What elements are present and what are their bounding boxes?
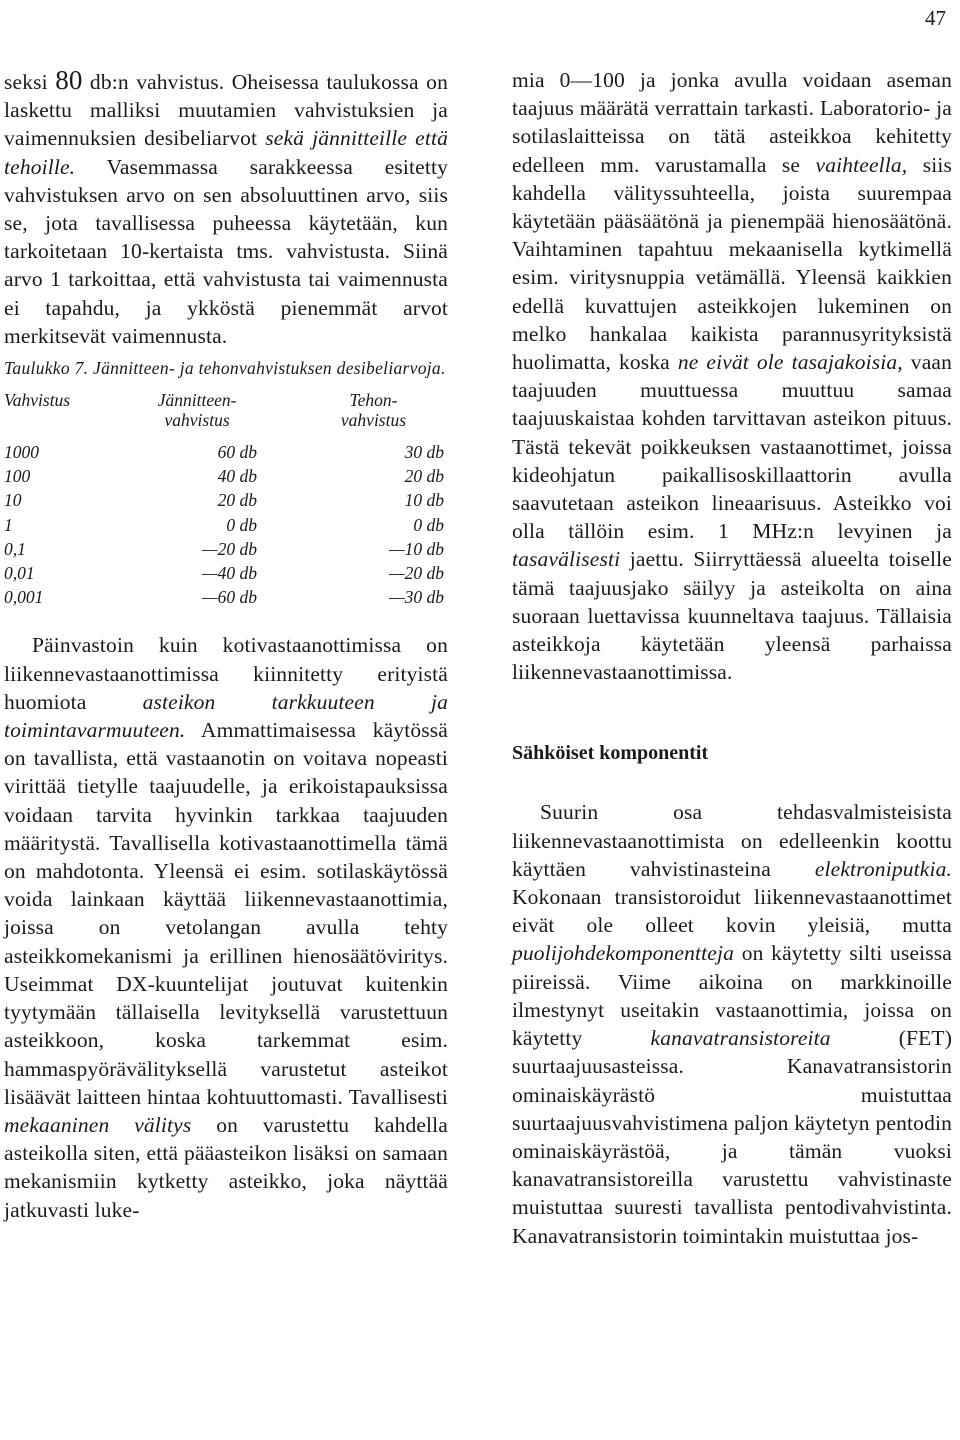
emphasis: mekaaninen välitys (4, 1112, 192, 1137)
emphasis: asteikon tarkkuuteen ja toimintavarmuuteen. (4, 689, 448, 743)
table-body (4, 430, 444, 609)
cell-vahvistus: 0,01 (4, 563, 35, 584)
emphasis: vaihteella, (815, 152, 908, 177)
left-paragraph-2 (4, 631, 448, 1223)
header-jannitteenvahvistus (137, 390, 257, 430)
cell-jannitteenvahvistus: 20 db (217, 490, 257, 511)
header-line: Tehon- (349, 390, 398, 411)
text-run: 80 (55, 65, 83, 95)
table-row (4, 537, 444, 561)
cell-vahvistus: 1 (4, 514, 13, 535)
text-run: (FET) suurtaajuusasteissa. Kanavatransistorin ominaiskäyrästö muistuttaa suurtaajuusvahvistimena paljon käytetyn pentodin ominaiskäyrästöä, ja tämän vuoksi kanavatransistoreilla varustettu vahvistinaste muistuttaa suuresti tavallista pentodivahvistinta. Kanavatransistorin toimintakin muistuttaa jos- (512, 1026, 952, 1248)
text-run: on varustettu kahdella asteikolla siten, että pääasteikon lisäksi on samaan mekanismiin kytketty asteikko, joka näyttää jatkuvasti luke- (4, 1112, 448, 1222)
text-run: vaan taajuuden muuttuessa muuttuu samaa taajuuskaistaa kohden tarvittavan asteikon pituus. Tästä tekevät poikkeuksen vastaanottimet, joissa kideohjatun paikallisoskillaattorin avulla saavutetaan asteikon lineaarisuus. Asteikko voi olla tällöin esim. 1 MHz:n levyinen ja (512, 350, 952, 544)
right-paragraph-1 (512, 66, 952, 686)
header-line: vahvistus (164, 410, 230, 431)
text-run: db:n vahvistus. Oheisessa taulukossa on laskettu malliksi muutamien vahvistuksien ja vaimennuksien desibeliarvot (4, 70, 448, 151)
cell-vahvistus: 10 (4, 490, 22, 511)
text-run: Päinvastoin kuin kotivastaanottimissa on liikennevastaanottimissa kiinnitetty erityistä huomiota (4, 633, 448, 714)
cell-tehonvahvistus: 10 db (404, 490, 444, 511)
text-run: siis kahdella välityssuhteella, joista suurempaa käytetään pääsäätönä ja pienempää hienosäätönä. Vaihtaminen tapahtuu mekaanisella kytkimellä esim. viritysnuppia vetämällä. Yleensä kaikkien edellä kuvattujen asteikkojen lukeminen on melko hankalaa kaikista parannusyrityksistä huolimatta, koska (512, 152, 952, 375)
decibel-table (4, 390, 444, 609)
table-row (4, 513, 444, 537)
cell-vahvistus: 1000 (4, 442, 39, 463)
cell-vahvistus: 0,1 (4, 538, 26, 559)
cell-vahvistus: 100 (4, 466, 31, 487)
left-paragraph-1 (4, 66, 448, 350)
cell-jannitteenvahvistus: —20 db (202, 538, 257, 559)
table-row (4, 464, 444, 488)
header-tehonvahvistus (257, 390, 444, 430)
text-run: Kokonaan transistoroidut liikennevastaanottimet eivät ole olleet kovin yleisiä, mutta (512, 885, 952, 938)
header-vahvistus: Vahvistus (4, 390, 71, 411)
table-row (4, 488, 444, 512)
emphasis: tasavälisesti (512, 547, 621, 572)
emphasis: ne eivät ole tasajakoisia, (677, 350, 903, 375)
table-caption: Taulukko 7. Jännitteen- ja tehonvahvistuksen desibeliarvoja. (4, 358, 446, 379)
right-column (512, 66, 952, 1250)
text-run: mia 0—100 ja jonka avulla voidaan aseman taajuus määrätä verrattain tarkasti. Laboratorio- ja sotilaslaitteissa on tätä asteikkoa kehitetty edelleen mm. varustamalla se (512, 68, 952, 177)
page-number: 47 (925, 6, 946, 30)
text-run: Ammattimaisessa käytössä on tavallista, että vastaanotin on voitava nopeasti virittää tietylle taajuudelle, ja erikoistapauksissa voidaan tarvita hyvinkin tarkkaa taajuuden määritystä. Tavallisella kotivastaanottimella tämä on mahdotonta. Yleensä ei esim. sotilaskäytössä voida lainkaan käyttää liikennevastaanottimia, joissa on vetolangan avulla tehty asteikkomekanismi ja erillinen hienosäätöviritys. Useimmat DX-kuuntelijat joutuvat kuitenkin tyytymään tällaisella levityksellä varustettuun asteikkoon, koska tarkemmat esim. hammaspyörävälityksellä varustetut asteikot lisäävät laitteen hintaa kohtuuttomasti. Tavallisesti (4, 718, 448, 1109)
text-run: Vasemmassa sarakkeessa esitetty vahvistuksen arvo on sen absoluuttinen arvo, siis se, jota tavallisessa puheessa käytetään, kun tarkoitetaan 10-kertaista tms. vahvistusta. Siinä arvo 1 tarkoittaa, että vahvistusta tai vaimennusta ei tapahdu, ja ykköstä pienemmät arvot merkitsevät vaimennusta. (4, 154, 448, 348)
cell-jannitteenvahvistus: 0 db (226, 514, 257, 535)
cell-tehonvahvistus: —10 db (389, 538, 444, 559)
emphasis: kanavatransistoreita (650, 1026, 831, 1051)
cell-tehonvahvistus: —20 db (389, 563, 444, 584)
emphasis: sekä jännitteille että tehoille. (4, 126, 448, 179)
cell-tehonvahvistus: 0 db (413, 514, 444, 535)
table-head (4, 390, 444, 430)
table-row (4, 430, 444, 464)
cell-tehonvahvistus: —30 db (389, 587, 444, 608)
section-heading: Sähköiset komponentit (512, 742, 709, 765)
table-row (4, 561, 444, 585)
emphasis: elektroniputkia. (814, 856, 952, 881)
cell-jannitteenvahvistus: 40 db (217, 466, 257, 487)
left-column (4, 66, 448, 1224)
header-line: vahvistus (340, 410, 407, 431)
cell-jannitteenvahvistus: —60 db (202, 587, 257, 608)
table-row (4, 585, 444, 609)
cell-tehonvahvistus: 20 db (404, 466, 444, 487)
cell-jannitteenvahvistus: —40 db (202, 563, 257, 584)
cell-vahvistus: 0,001 (4, 587, 44, 608)
text-run: on käytetty silti useissa piireissä. Viime aikoina on markkinoille ilmestynyt useitakin vastaanottimia, joissa on käytetty (512, 941, 952, 1051)
text-run: seksi (4, 70, 56, 94)
text-run: Suurin osa tehdasvalmisteisista liikennevastaanottimista on edelleenkin koottu käyttäen vahvistinasteina (512, 800, 952, 881)
cell-jannitteenvahvistus: 60 db (217, 442, 257, 463)
right-paragraph-2 (512, 798, 952, 1249)
header-line: Jännitteen- (157, 390, 237, 411)
text-run: jaettu. Siirryttäessä alueelta toiselle tämä taajuusjako säilyy ja asteikolta on aina suoraan luettavissa kuunneltava taajuus. Tällaisia asteikkoja käytetään yleensä parhaissa liikennevastaanottimissa. (512, 547, 952, 685)
table-header-row (4, 390, 444, 430)
cell-tehonvahvistus: 30 db (404, 442, 444, 463)
emphasis: puolijohdekomponentteja (512, 941, 734, 966)
